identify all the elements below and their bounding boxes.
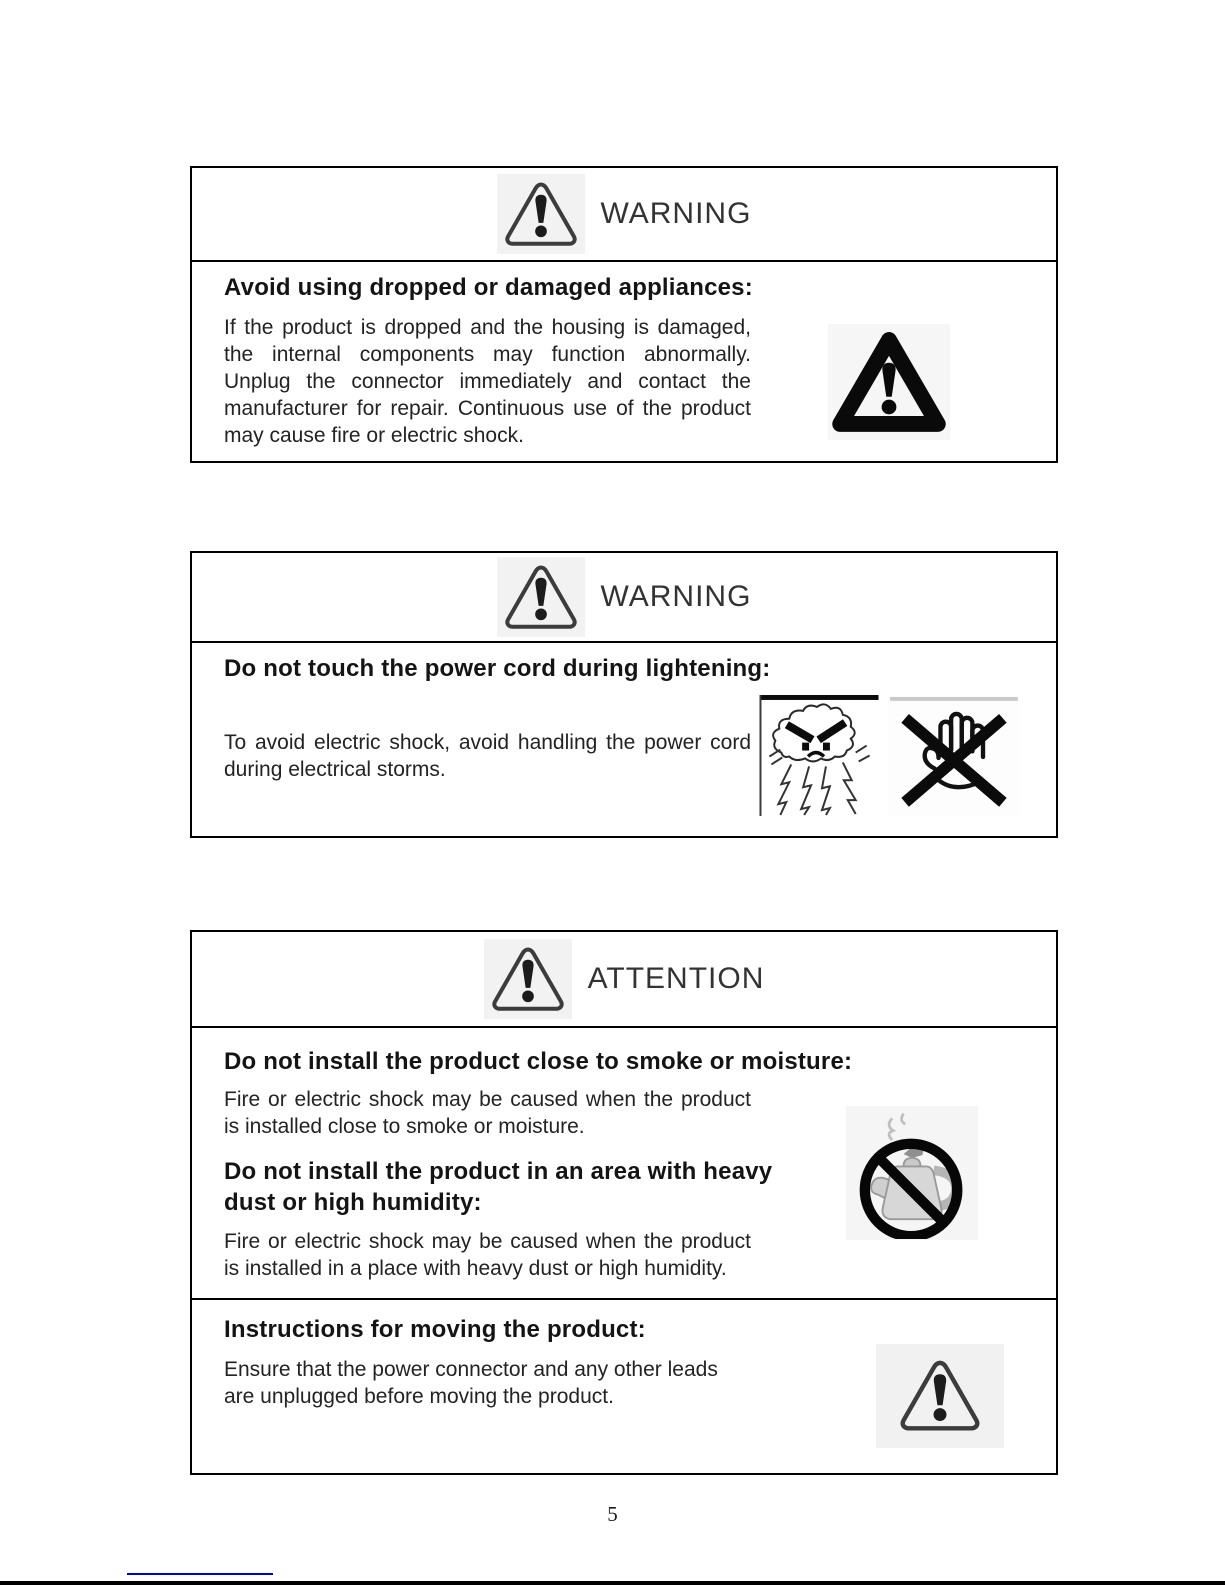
warning-box-power-cord [190, 551, 1058, 838]
section-body-text: Ensure that the power connector and any other leads are unplugged before moving the product. [224, 1358, 718, 1408]
section-body-text: Fire or electric shock may be caused when the product is installed close to smoke or moisture. [224, 1088, 751, 1138]
section-title: Instructions for moving the product: [224, 1316, 646, 1343]
warning-header-label: WARNING [600, 197, 752, 230]
section-title: Do not install the product close to smoke or moisture: [224, 1048, 853, 1075]
no-touch-hand-icon [888, 695, 1020, 816]
section-body-text: Fire or electric shock may be caused when the product is installed in a place with heavy dust or high humidity. [224, 1230, 751, 1280]
warning-triangle-icon [876, 1344, 1004, 1448]
warning-header [192, 168, 1056, 262]
warning-header [192, 553, 1056, 643]
bold-warning-triangle-icon [828, 324, 950, 440]
footer-link-underline[interactable] [127, 1573, 273, 1575]
warning-box-body [192, 262, 1056, 449]
section-title: Avoid using dropped or damaged appliances: [224, 274, 753, 301]
attention-header-label: ATTENTION [587, 962, 765, 995]
warning-triangle-icon [497, 557, 585, 637]
section-body-text: If the product is dropped and the housing is damaged, the internal components may function abnormally. Unplug the connector immediately and contact the manufacturer for repair. Continuous use of the product may cause fire or electric shock. [224, 316, 751, 447]
warning-box-body [192, 643, 1056, 816]
warning-header-label: WARNING [600, 580, 752, 613]
attention-section-moving [192, 1300, 1056, 1410]
attention-header [192, 932, 1056, 1028]
attention-section-install [192, 1028, 1056, 1300]
section-title: Do not install the product in an area with heavy dust or high humidity: [224, 1158, 773, 1216]
warning-triangle-icon [484, 939, 572, 1019]
page-bottom-border [0, 1581, 1225, 1585]
warning-triangle-icon [497, 174, 585, 254]
section-title: Do not touch the power cord during lightening: [224, 655, 771, 682]
no-steaming-kettle-icon [846, 1106, 978, 1240]
attention-box-installation [190, 930, 1058, 1475]
section-body-text: To avoid electric shock, avoid handling the power cord during electrical storms. [224, 730, 751, 781]
page-number: 5 [607, 1502, 618, 1526]
storm-cloud-lightning-icon [758, 695, 880, 816]
warning-box-dropped-appliances [190, 166, 1058, 463]
